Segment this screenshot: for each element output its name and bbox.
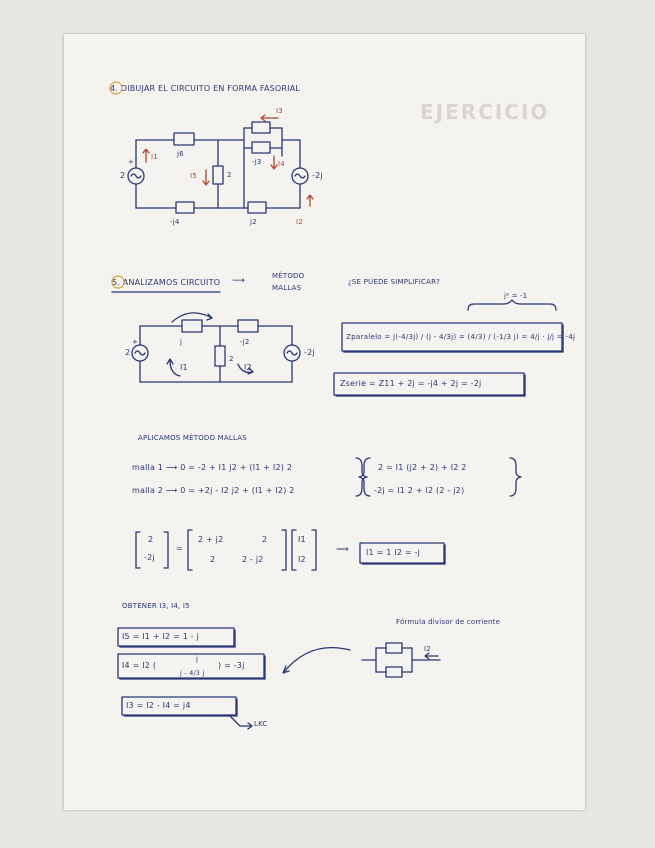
- i4-fraction-denominator: j - 4/3 j: [180, 669, 205, 677]
- c4-i2-label: I2: [296, 218, 303, 226]
- lkc-label: LKC: [254, 720, 268, 728]
- c5-res-mid-label: 2: [229, 355, 234, 363]
- section5-method-line2: MALLAS: [272, 284, 302, 292]
- mallas-heading: APLICAMOS MÉTODO MALLAS: [138, 434, 247, 442]
- matrix-result: I1 = 1 I2 = -j: [366, 548, 421, 557]
- matrix-lhs-1: 2: [148, 535, 154, 544]
- matrix-var-1: I1: [298, 535, 306, 544]
- c4-j2-label: j2: [250, 218, 257, 226]
- section5-title: 5. ANALIZAMOS CIRCUITO: [112, 278, 221, 287]
- section5-method-line1: MÉTODO: [272, 272, 305, 280]
- c5-negj2-label: -j2: [240, 338, 250, 346]
- i4-equation-prefix: I4 = I2 (: [122, 661, 157, 670]
- c4-i1-label: I1: [151, 153, 158, 161]
- malla2-equation: malla 2 ⟶ 0 = +2j - I2 j2 + (I1 + I2) 2: [132, 486, 295, 495]
- section4-title: 4. DIBUJAR EL CIRCUITO EN FORMA FASORIAL: [110, 84, 301, 93]
- c5-src-right-label: -2j: [304, 348, 315, 357]
- matrix-a22: 2 - j2: [242, 555, 264, 564]
- matrix-equals: =: [176, 544, 183, 553]
- matrix-a21: 2: [210, 555, 216, 564]
- c5-mesh-i1-label: I1: [180, 363, 188, 372]
- z-paralelo-equation: Zparalelo = j(-4/3j) / (j - 4/3j) = (4/3) / (-1/3 j) = 4/j · j/j = -4j: [346, 332, 576, 341]
- j-squared-note: j² = -1: [504, 292, 528, 300]
- c4-src-right-label: -2j: [312, 171, 323, 180]
- matrix-var-2: I2: [298, 555, 306, 564]
- c5-mesh-i2-label: I2: [244, 363, 252, 372]
- c4-i3-label: I3: [276, 107, 283, 115]
- c4-j6-label: j6: [177, 150, 184, 158]
- c4-i4-label: I4: [278, 160, 285, 168]
- z-serie-equation: Zserie = Z11 + 2j = -j4 + 2j = -2j: [340, 379, 482, 388]
- divisor-i2-label: I2: [424, 645, 431, 653]
- c4-res-mid-label: 2: [227, 171, 232, 179]
- i3-equation: I3 = I2 - I4 = j4: [126, 701, 191, 710]
- c5-plus-left: +: [132, 338, 139, 346]
- section5-arrow: ⟶: [232, 276, 246, 286]
- obtener-heading: OBTENER I3, I4, I5: [122, 602, 190, 610]
- i5-equation: I5 = I1 + I2 = 1 - j: [122, 632, 199, 641]
- c4-negj3-label: -j3: [252, 158, 262, 166]
- i4-fraction-numerator: j: [196, 655, 199, 663]
- matrix-lhs-2: -2j: [144, 553, 155, 562]
- i4-equation-result: ) = -3j: [218, 661, 245, 670]
- c4-negj4-label: -j4: [170, 218, 180, 226]
- c4-i5-label: I5: [190, 172, 197, 180]
- bleed-through-text: EJERCICIO: [420, 100, 550, 124]
- system-eq2: -2j = I1 2 + I2 (2 - j2): [374, 486, 465, 495]
- divisor-note: Fórmula divisor de corriente: [396, 618, 501, 626]
- c4-src-left-label: 2: [120, 171, 126, 180]
- malla1-equation: malla 1 ⟶ 0 = -2 + I1 j2 + (I1 + I2) 2: [132, 463, 293, 472]
- c5-src-left-label: 2: [125, 348, 131, 357]
- matrix-implies-arrow: ⟹: [336, 545, 350, 555]
- simplify-question: ¿SE PUEDE SIMPLIFICAR?: [348, 278, 441, 286]
- system-eq1: 2 = I1 (j2 + 2) + I2 2: [378, 463, 467, 472]
- matrix-a11: 2 + j2: [198, 535, 224, 544]
- c4-plus-left: +: [128, 158, 135, 166]
- matrix-a12: 2: [262, 535, 268, 544]
- c5-j-label: j: [180, 338, 183, 346]
